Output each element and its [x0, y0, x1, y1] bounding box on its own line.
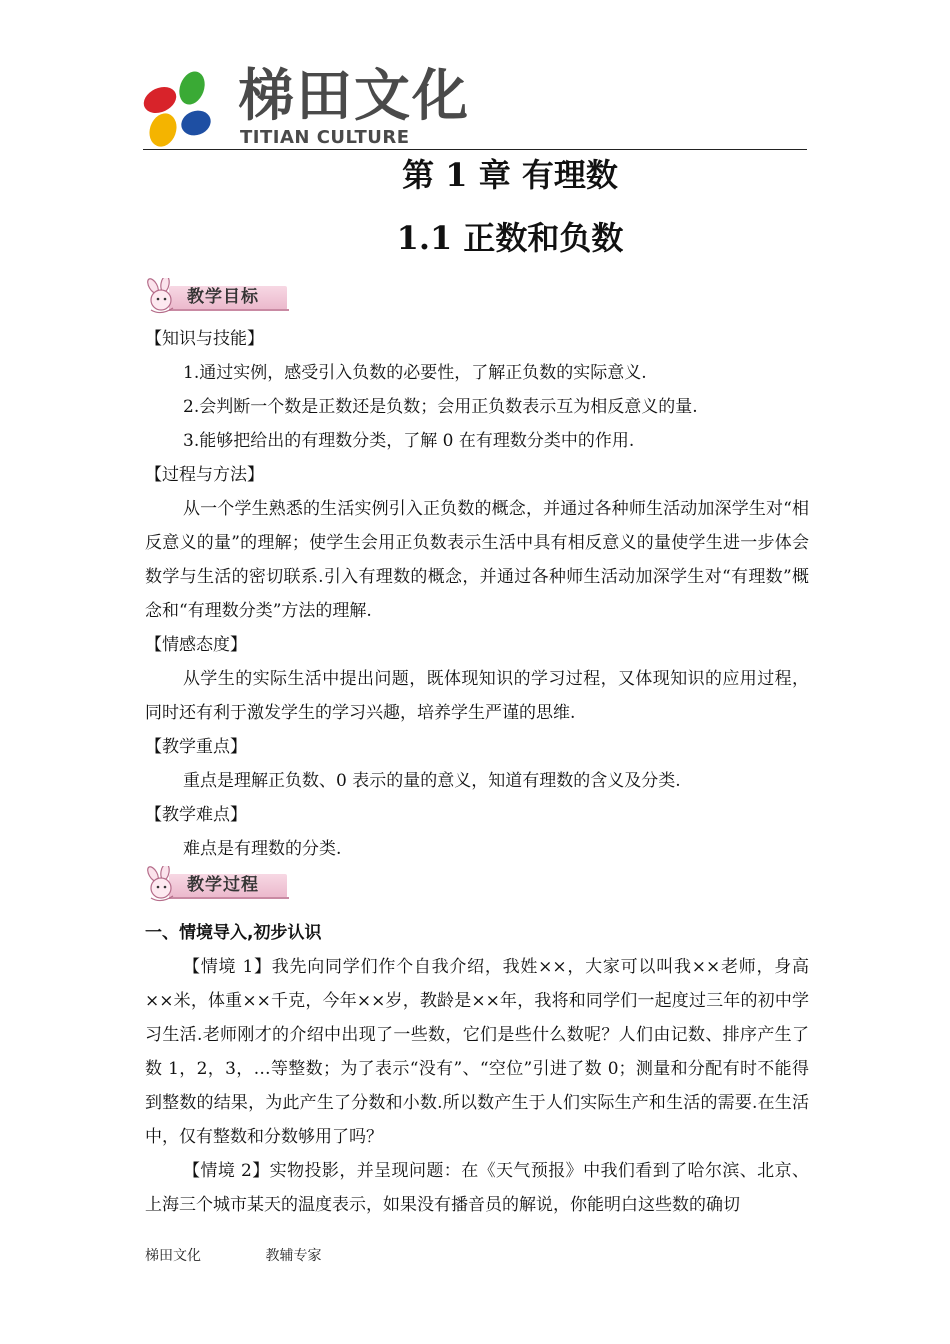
footer-brand: 梯田文化 [145, 1248, 201, 1264]
footer-slogan: 教辅专家 [265, 1248, 322, 1264]
logo-chinese-text: 梯田文化 [238, 64, 470, 129]
part1-heading: 一、情境导入,初步认识 [145, 923, 322, 943]
titian-logo-icon [140, 68, 216, 148]
header-divider [143, 149, 807, 150]
difficulty-paragraph: 难点是有理数的分类. [183, 839, 342, 859]
rabbit-mascot-icon [143, 278, 189, 316]
scene2-paragraph: 【情境 2】实物投影，并呈现问题：在《天气预报》中我们看到了哈尔滨、北京、上海三个城市某天的温度表示，如果没有播音员的解说，你能明白这些数的确切 [145, 1161, 809, 1215]
difficulty-heading: 【教学难点】 [145, 805, 247, 825]
section-title: 1.1 正数和负数 [396, 219, 624, 257]
knowledge-heading: 【知识与技能】 [145, 329, 264, 349]
footer [145, 1246, 381, 1266]
knowledge-item: 3.能够把给出的有理数分类，了解 0 在有理数分类中的作用. [183, 431, 635, 451]
header [140, 62, 808, 152]
knowledge-item: 2.会判断一个数是正数还是负数；会用正负数表示互为相反意义的量. [183, 397, 698, 417]
teaching-process-badge [143, 866, 291, 902]
key-point-paragraph: 重点是理解正负数、0 表示的量的意义，知道有理数的含义及分类. [183, 771, 681, 791]
chapter-title: 第 1 章 有理数 [402, 156, 618, 194]
key-point-heading: 【教学重点】 [145, 737, 247, 757]
logo-english-text: TITIAN CULTURE [240, 127, 410, 148]
badge-label: 教学过程 [187, 875, 259, 895]
knowledge-item: 1.通过实例，感受引入负数的必要性，了解正负数的实际意义. [183, 363, 647, 383]
teaching-goals-badge [143, 278, 291, 314]
attitude-paragraph: 从学生的实际生活中提出问题，既体现知识的学习过程，又体现知识的应用过程，同时还有利于激发学生的学习兴趣，培养学生严谨的思维. [145, 669, 809, 723]
rabbit-mascot-icon [143, 866, 189, 904]
method-heading: 【过程与方法】 [145, 465, 264, 485]
method-paragraph: 从一个学生熟悉的生活实例引入正负数的概念，并通过各种师生活动加深学生对“相反意义的量”的理解；使学生会用正负数表示生活中具有相反意义的量使学生进一步体会数学与生活的密切联系.引入有理数的概念，并通过各种师生活动加深学生对“有理数”概念和“有理数分类”方法的理解. [145, 499, 809, 621]
attitude-heading: 【情感态度】 [145, 635, 247, 655]
scene1-paragraph: 【情境 1】我先向同学们作个自我介绍，我姓××，大家可以叫我××老师，身高××米，体重××千克，今年××岁，教龄是××年，我将和同学们一起度过三年的初中学习生活.老师刚才的介绍中出现了一些数，它们是些什么数呢？人们由记数、排序产生了数 1，2，3，…等整数；为了表示“没有”、“空位”引进了数 0；测量和分配有时不能得到整数的结果，为此产生了分数和小数.所以数产生于人们实际生产和生活的需要.在生活中，仅有整数和分数够用了吗？ [145, 957, 809, 1147]
badge-label: 教学目标 [187, 287, 259, 307]
document-body [145, 322, 809, 1222]
